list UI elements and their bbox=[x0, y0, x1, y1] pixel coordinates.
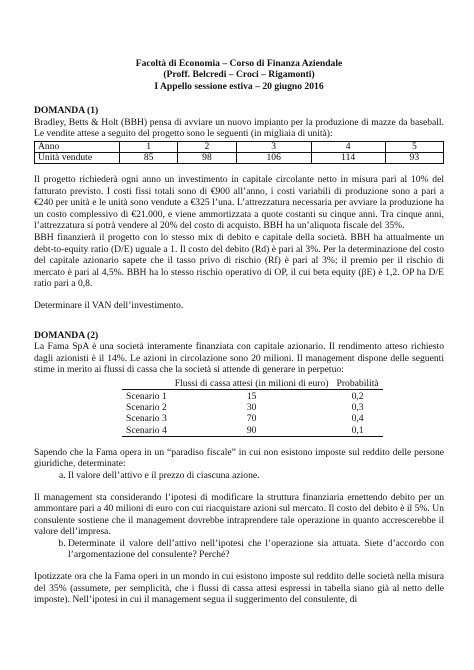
question-2-list-b bbox=[34, 538, 444, 561]
probability-cell: 0,4 bbox=[351, 413, 364, 425]
units-cell: 114 bbox=[311, 153, 385, 164]
year-cell: 1 bbox=[120, 142, 178, 153]
question-1-intro: Bradley, Betts & Holt (BBH) pensa di avviare un nuovo impianto per la produzione di mazze da baseball. Le vendite attese a seguito del progetto sono le seguenti (in migliaia di unità): bbox=[34, 116, 444, 140]
question-1-paragraph-2: BBH finanzierà il progetto con lo stesso mix di debito e capitale della società. BBH ha attualmente un debt-to-equity ratio (D/E) uguale a 1. Il costo del debito (Rd) è pari al 3%. Per la determinazione del costo del capitale azionario sapete che il tasso privo di rischio (Rf) è pari al 3%; il premio per il rischio di mercato è pari al 4,5%. BBH ha lo stesso rischio operativo di OP, il cui beta equity (βE) è 1,2. OP ha D/E ratio pari a 0,8. bbox=[34, 231, 444, 290]
probability-cell: 0,3 bbox=[351, 402, 364, 414]
scenario-cell: Scenario 1 bbox=[126, 390, 167, 402]
cash-flow-cell: 15 bbox=[246, 390, 257, 402]
question-1-title: DOMANDA (1) bbox=[34, 105, 99, 117]
header-cell: Probabilità bbox=[333, 378, 383, 390]
list-item-a: a. Il valore dell’attivo e il prezzo di ciascuna azione. bbox=[68, 470, 444, 482]
sales-table bbox=[34, 141, 444, 164]
cash-flow-table bbox=[122, 378, 383, 437]
cash-flow-cell: 90 bbox=[171, 425, 333, 437]
row-label-units: Unità vendute bbox=[35, 153, 120, 164]
header bbox=[34, 58, 444, 92]
table-row bbox=[122, 389, 383, 402]
table-row bbox=[122, 402, 383, 413]
question-2-title: DOMANDA (2) bbox=[34, 329, 99, 341]
scenario-cell: Scenario 3 bbox=[126, 413, 167, 425]
header-professors: (Proff. Belcredi – Croci – Rigamonti) bbox=[163, 69, 315, 81]
year-cell: 2 bbox=[178, 142, 236, 153]
table-row bbox=[35, 142, 444, 153]
row-label-year: Anno bbox=[35, 142, 120, 153]
scenario-cell: Scenario 2 bbox=[126, 402, 167, 414]
probability-cell: 0,1 bbox=[333, 425, 383, 437]
units-cell: 85 bbox=[120, 153, 178, 164]
units-cell: 98 bbox=[178, 153, 236, 164]
list-item-b: b. Determinate il valore dell’attivo nell’ipotesi che l’operazione sia attuata. Siete d’accordo con l’argomentazione del consulente? Perché? bbox=[68, 538, 444, 561]
cash-flow-cell: 70 bbox=[246, 413, 257, 425]
question-2-paragraph-3: Ipotizzate ora che la Fama operi in un mondo in cui esistono imposte sul reddito delle società nella misura del 35% (assumete, per semplicità, che i flussi di cassa attesi espressi in tabella siano già al netto delle imposte). Nell’ipotesi in cui il management segua il suggerimento del consulente, di bbox=[34, 571, 444, 606]
table-row bbox=[122, 413, 383, 424]
units-cell: 106 bbox=[236, 153, 311, 164]
question-2-paragraph-1: Sapendo che la Fama opera in un “paradiso fiscale” in cui non esistono imposte sul reddito delle persone giuridiche, determinate: bbox=[34, 446, 444, 470]
table-row bbox=[35, 153, 444, 164]
table-row bbox=[122, 425, 383, 437]
document-page bbox=[34, 58, 444, 606]
header-faculty: Facoltà di Economia – Corso di Finanza Aziendale bbox=[135, 58, 343, 69]
header-cell bbox=[122, 378, 171, 390]
question-2-paragraph-2: Il management sta considerando l’ipotesi di modificare la struttura finanziaria emettendo debito per un ammontare pari a 40 milioni di euro con cui riacquistare azioni sul mercato. Il costo del debito è il 5%. Un consulente sostiene che il management dovrebbe intraprendere tale operazione in quanto accrescerebbe il valore dell’impresa. bbox=[34, 491, 444, 538]
probability-cell: 0,2 bbox=[351, 390, 364, 402]
question-2-list-a bbox=[34, 470, 444, 482]
units-cell: 93 bbox=[385, 153, 443, 164]
question-1-task: Determinare il VAN dell’investimento. bbox=[34, 299, 184, 311]
year-cell: 4 bbox=[311, 142, 385, 153]
header-cell: Flussi di cassa attesi (in milioni di euro) bbox=[171, 378, 333, 390]
year-cell: 3 bbox=[236, 142, 311, 153]
year-cell: 5 bbox=[385, 142, 443, 153]
scenario-cell: Scenario 4 bbox=[122, 425, 171, 437]
question-2-intro: La Fama SpA è una società interamente finanziata con capitale azionario. Il rendimento atteso richiesto dagli azionisti è il 14%. Le azioni in circolazione sono 20 milioni. Il management dispone delle seguenti stime in merito ai flussi di cassa che la società si attende di generare in perpetuo: bbox=[34, 341, 444, 376]
question-1-paragraph-1: Il progetto richiederà ogni anno un investimento in capitale circolante netto in misura pari al 10% del fatturato previsto. I costi fissi totali sono di €900 all’anno, i costi variabili di produzione sono a pari a €240 per unità e le unità sono vendute a €325 l’una. L’attrezzatura necessaria per avviare la produzione ha un costo complessivo di €21.000, e viene ammortizzata a quote costanti su cinque anni. Tra cinque anni, l’attrezzatura si potrà vendere al 20% del costo di acquisto. BBH ha un’aliquota fiscale del 35%. bbox=[34, 174, 444, 232]
header-exam-date: I Appello sessione estiva – 20 giugno 2016 bbox=[154, 80, 324, 92]
table-header-row bbox=[122, 378, 383, 390]
cash-flow-cell: 30 bbox=[246, 402, 257, 414]
